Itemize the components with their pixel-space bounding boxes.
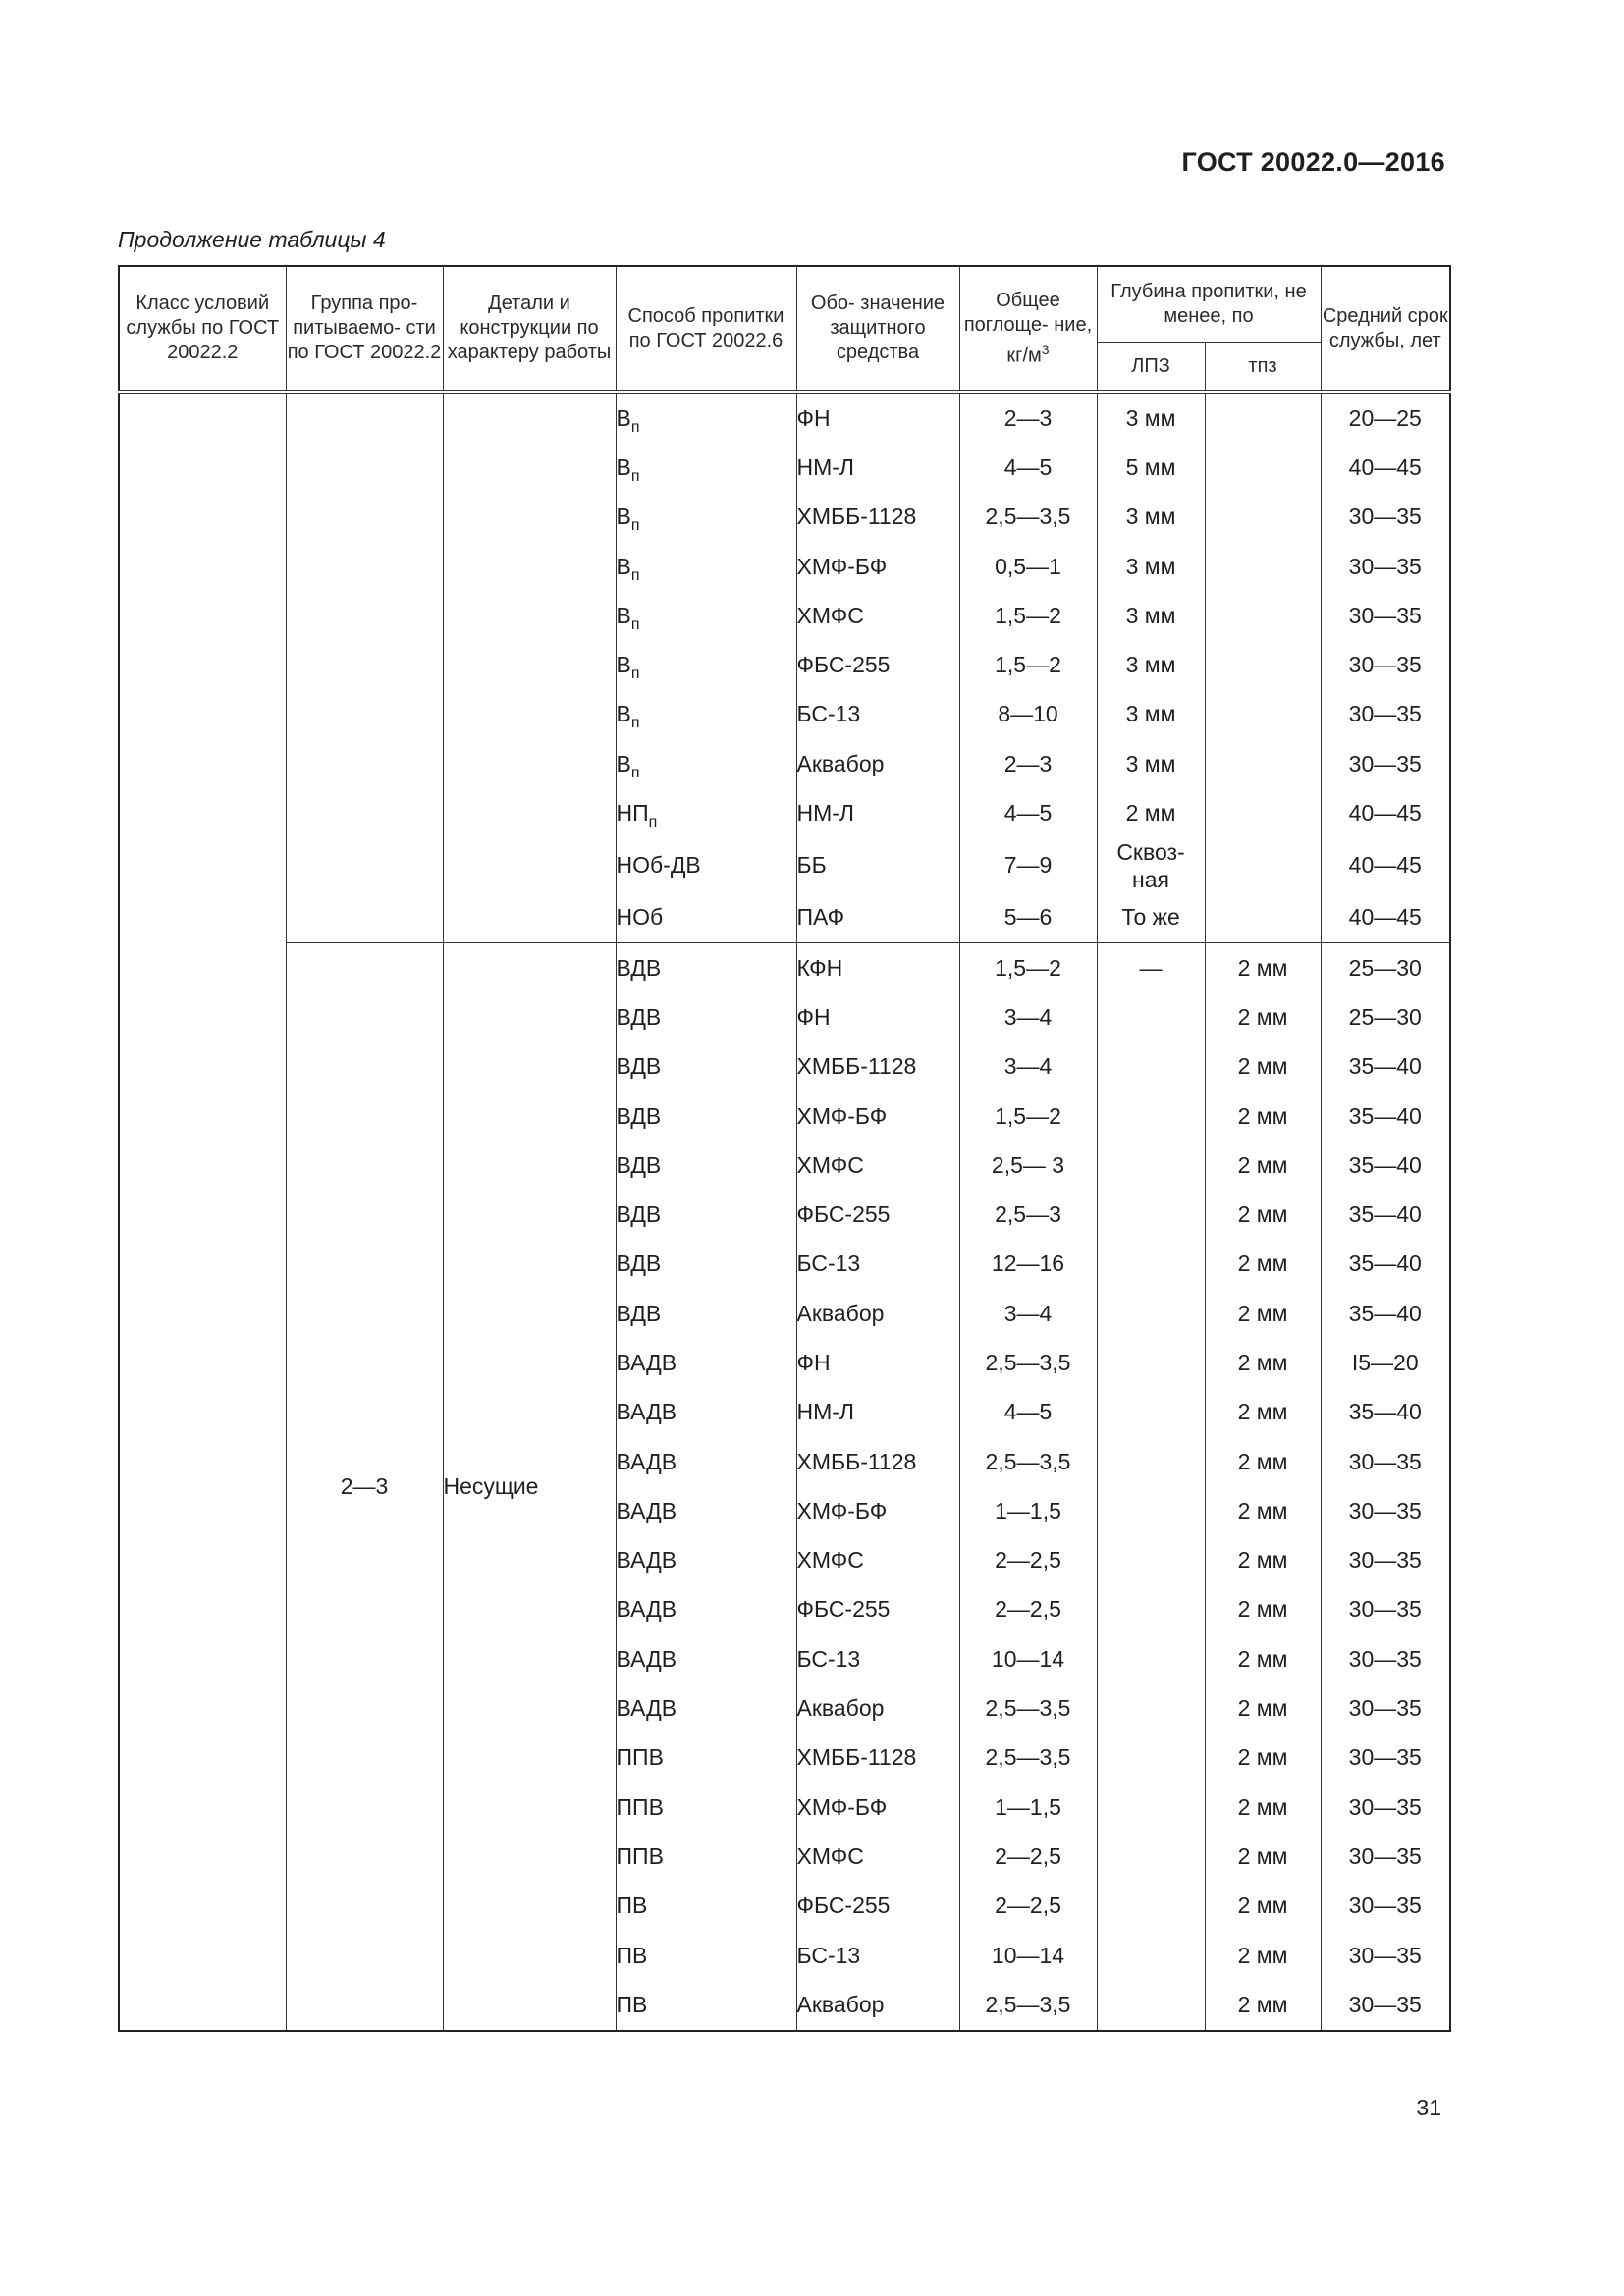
cell-service-life: 35—40 — [1321, 1289, 1450, 1338]
cell-depth-tpz — [1205, 838, 1321, 893]
cell-designation: Аквабор — [796, 1289, 959, 1338]
cell-service-life: 20—25 — [1321, 392, 1450, 443]
cell-depth-lpz: 3 мм — [1097, 542, 1205, 591]
cell-service-life: 30—35 — [1321, 690, 1450, 739]
method-sub: п — [630, 418, 640, 436]
cell-designation: ФБС-255 — [796, 1585, 959, 1634]
cell-designation: ХМФС — [796, 591, 959, 640]
cell-method: ВАДВ — [616, 1683, 796, 1733]
cell-depth-lpz — [1097, 1931, 1205, 1980]
method-sub: п — [630, 566, 640, 584]
cell-depth-tpz: 2 мм — [1205, 1092, 1321, 1141]
cell-service-life: 25—30 — [1321, 942, 1450, 992]
cell-method: ППВ — [616, 1734, 796, 1783]
cell-method — [616, 640, 796, 689]
header-absorption — [959, 266, 1097, 392]
cell-designation: Аквабор — [796, 1683, 959, 1733]
cell-group — [286, 392, 443, 942]
cell-depth-lpz — [1097, 1388, 1205, 1437]
cell-depth-lpz: 3 мм — [1097, 739, 1205, 788]
cell-service-life: 30—35 — [1321, 1931, 1450, 1980]
method-sub: п — [630, 715, 640, 732]
cell-method — [616, 493, 796, 542]
cell-depth-tpz: 2 мм — [1205, 1190, 1321, 1239]
cell-service-life: 30—35 — [1321, 1437, 1450, 1486]
table-caption: Продолжение таблицы 4 — [118, 227, 386, 252]
cell-designation: Аквабор — [796, 1980, 959, 2030]
cell-designation: ХМФ-БФ — [796, 1783, 959, 1832]
cell-absorption: 1—1,5 — [959, 1486, 1097, 1535]
cell-absorption: 1,5—2 — [959, 942, 1097, 992]
cell-depth-tpz — [1205, 788, 1321, 837]
cell-designation: БС-13 — [796, 690, 959, 739]
cell-depth-tpz: 2 мм — [1205, 1931, 1321, 1980]
cell-designation: ХМФ-БФ — [796, 542, 959, 591]
cell-service-life: 40—45 — [1321, 838, 1450, 893]
cell-depth-tpz: 2 мм — [1205, 1734, 1321, 1783]
cell-method: ВАДВ — [616, 1338, 796, 1387]
cell-absorption: 8—10 — [959, 690, 1097, 739]
cell-depth-tpz — [1205, 893, 1321, 943]
cell-absorption: 3—4 — [959, 1042, 1097, 1092]
cell-service-life: 30—35 — [1321, 1832, 1450, 1881]
cell-depth-lpz: 3 мм — [1097, 493, 1205, 542]
cell-depth-lpz — [1097, 1338, 1205, 1387]
cell-depth-tpz: 2 мм — [1205, 1437, 1321, 1486]
cell-depth-tpz: 2 мм — [1205, 1141, 1321, 1190]
cell-depth-tpz — [1205, 542, 1321, 591]
cell-service-life: 30—35 — [1321, 1585, 1450, 1634]
cell-designation: ФБС-255 — [796, 1190, 959, 1239]
cell-absorption: 2,5—3,5 — [959, 1683, 1097, 1733]
cell-designation: ХМББ-1128 — [796, 493, 959, 542]
impregnation-table — [118, 265, 1451, 2032]
method-sub: п — [630, 764, 640, 781]
method-main: В — [616, 454, 631, 480]
cell-method — [616, 838, 796, 893]
cell-service-life: 40—45 — [1321, 893, 1450, 943]
method-sub: п — [630, 467, 640, 485]
cell-depth-lpz — [1097, 1585, 1205, 1634]
method-main: В — [616, 701, 631, 727]
cell-absorption: 1,5—2 — [959, 640, 1097, 689]
cell-depth-tpz — [1205, 591, 1321, 640]
cell-designation: ФН — [796, 1338, 959, 1387]
cell-designation: ХМББ-1128 — [796, 1437, 959, 1486]
cell-method: ВДВ — [616, 1240, 796, 1289]
cell-absorption: 4—5 — [959, 443, 1097, 492]
cell-depth-tpz: 2 мм — [1205, 1486, 1321, 1535]
cell-depth-tpz: 2 мм — [1205, 1536, 1321, 1585]
cell-service-life: I5—20 — [1321, 1338, 1450, 1387]
cell-service-life: 30—35 — [1321, 640, 1450, 689]
cell-service-life: 35—40 — [1321, 1388, 1450, 1437]
cell-absorption: 2—2,5 — [959, 1882, 1097, 1931]
cell-service-life: 30—35 — [1321, 1734, 1450, 1783]
cell-depth-lpz — [1097, 1092, 1205, 1141]
cell-depth-lpz: 3 мм — [1097, 690, 1205, 739]
cell-depth-tpz: 2 мм — [1205, 1980, 1321, 2030]
cell-depth-tpz — [1205, 443, 1321, 492]
cell-depth-tpz: 2 мм — [1205, 992, 1321, 1041]
cell-service-life: 35—40 — [1321, 1042, 1450, 1092]
header-impregnability-group: Группа про- питываемо- сти по ГОСТ 20022.2 — [286, 266, 443, 392]
cell-method: ВДВ — [616, 1042, 796, 1092]
method-main: В — [616, 553, 631, 579]
cell-designation: ХМФ-БФ — [796, 1092, 959, 1141]
cell-depth-tpz: 2 мм — [1205, 1683, 1321, 1733]
cell-depth-tpz — [1205, 392, 1321, 443]
cell-depth-tpz: 2 мм — [1205, 1585, 1321, 1634]
cell-depth-lpz — [1097, 1634, 1205, 1683]
cell-absorption: 2,5—3,5 — [959, 1437, 1097, 1486]
cell-depth-tpz: 2 мм — [1205, 1388, 1321, 1437]
cell-designation: НМ-Л — [796, 788, 959, 837]
cell-depth-lpz — [1097, 1486, 1205, 1535]
cell-depth-lpz: 3 мм — [1097, 640, 1205, 689]
cell-depth-tpz: 2 мм — [1205, 1042, 1321, 1092]
cell-absorption: 2—2,5 — [959, 1585, 1097, 1634]
cell-absorption: 2—3 — [959, 392, 1097, 443]
cell-depth-tpz: 2 мм — [1205, 942, 1321, 992]
cell-designation: КФН — [796, 942, 959, 992]
cell-method: ПВ — [616, 1931, 796, 1980]
cell-absorption: 5—6 — [959, 893, 1097, 943]
cell-depth-tpz — [1205, 690, 1321, 739]
cell-absorption: 2,5—3,5 — [959, 1734, 1097, 1783]
cell-absorption: 2,5—3,5 — [959, 1338, 1097, 1387]
cell-method — [616, 542, 796, 591]
header-service-class: Класс условий службы по ГОСТ 20022.2 — [119, 266, 286, 392]
cell-method: ВАДВ — [616, 1585, 796, 1634]
cell-depth-tpz: 2 мм — [1205, 1634, 1321, 1683]
standard-code: ГОСТ 20022.0—2016 — [1181, 147, 1445, 177]
cell-designation: ФН — [796, 992, 959, 1041]
method-sub: п — [648, 814, 658, 831]
cell-designation: БС-13 — [796, 1931, 959, 1980]
cell-service-class — [119, 392, 286, 2031]
cell-depth-lpz: Сквоз- ная — [1097, 838, 1205, 893]
cell-depth-lpz — [1097, 1783, 1205, 1832]
cell-depth-lpz — [1097, 992, 1205, 1041]
cell-method — [616, 443, 796, 492]
cell-designation: ХМББ-1128 — [796, 1042, 959, 1092]
cell-method: ВДВ — [616, 1289, 796, 1338]
cell-service-life: 30—35 — [1321, 493, 1450, 542]
cell-method: ВДВ — [616, 1190, 796, 1239]
method-main: НОб — [616, 904, 664, 931]
cell-method: ПВ — [616, 1980, 796, 2030]
cell-service-life: 30—35 — [1321, 591, 1450, 640]
cell-absorption: 2—3 — [959, 739, 1097, 788]
method-main: НП — [616, 800, 649, 827]
cell-depth-lpz — [1097, 1536, 1205, 1585]
cell-absorption: 0,5—1 — [959, 542, 1097, 591]
cell-depth-lpz — [1097, 1289, 1205, 1338]
header-lpz: ЛПЗ — [1097, 343, 1205, 393]
cell-method — [616, 788, 796, 837]
cell-absorption: 7—9 — [959, 838, 1097, 893]
cell-method: ВАДВ — [616, 1437, 796, 1486]
method-sub: п — [630, 517, 640, 535]
cell-depth-lpz: — — [1097, 942, 1205, 992]
cell-depth-tpz — [1205, 493, 1321, 542]
cell-depth-lpz: 2 мм — [1097, 788, 1205, 837]
cell-absorption: 3—4 — [959, 1289, 1097, 1338]
cell-absorption: 10—14 — [959, 1634, 1097, 1683]
cell-depth-lpz — [1097, 1190, 1205, 1239]
cell-absorption: 1,5—2 — [959, 1092, 1097, 1141]
cell-depth-tpz — [1205, 739, 1321, 788]
cell-service-life: 30—35 — [1321, 1683, 1450, 1733]
cell-absorption: 2—2,5 — [959, 1832, 1097, 1881]
cell-service-life: 35—40 — [1321, 1092, 1450, 1141]
header-details: Детали и конструкции по характеру работы — [443, 266, 616, 392]
cell-service-life: 25—30 — [1321, 992, 1450, 1041]
method-sub: п — [630, 615, 640, 633]
cell-absorption: 12—16 — [959, 1240, 1097, 1289]
cell-designation: НМ-Л — [796, 443, 959, 492]
cell-designation: ХМФ-БФ — [796, 1486, 959, 1535]
method-main: В — [616, 602, 631, 628]
cell-depth-tpz: 2 мм — [1205, 1240, 1321, 1289]
cell-absorption: 10—14 — [959, 1931, 1097, 1980]
method-sub: п — [630, 666, 640, 683]
table-row — [119, 392, 1450, 443]
cell-method — [616, 739, 796, 788]
cell-service-life: 40—45 — [1321, 788, 1450, 837]
cell-designation: ФБС-255 — [796, 1882, 959, 1931]
cell-designation: ХМФС — [796, 1141, 959, 1190]
cell-designation: ХМББ-1128 — [796, 1734, 959, 1783]
cell-method: ВАДВ — [616, 1536, 796, 1585]
method-main: В — [616, 404, 631, 431]
cell-service-life: 30—35 — [1321, 1536, 1450, 1585]
cell-absorption: 2,5—3 — [959, 1190, 1097, 1239]
method-main: В — [616, 652, 631, 678]
table-row — [119, 942, 1450, 992]
cell-service-life: 30—35 — [1321, 1634, 1450, 1683]
cell-absorption: 3—4 — [959, 992, 1097, 1041]
cell-service-life: 30—35 — [1321, 1882, 1450, 1931]
cell-method: ВДВ — [616, 992, 796, 1041]
cell-depth-lpz — [1097, 1240, 1205, 1289]
cell-depth-lpz — [1097, 1882, 1205, 1931]
cell-service-life: 30—35 — [1321, 1980, 1450, 2030]
cell-method: ВДВ — [616, 942, 796, 992]
cell-method — [616, 690, 796, 739]
cell-depth-tpz: 2 мм — [1205, 1832, 1321, 1881]
cell-designation: ФБС-255 — [796, 640, 959, 689]
cell-depth-lpz — [1097, 1980, 1205, 2030]
cell-method: ВАДВ — [616, 1388, 796, 1437]
cell-absorption: 4—5 — [959, 788, 1097, 837]
header-tpz: тпз — [1205, 343, 1321, 393]
cell-service-life: 40—45 — [1321, 443, 1450, 492]
method-main: НОб-ДВ — [616, 852, 701, 879]
cell-depth-lpz — [1097, 1683, 1205, 1733]
cell-designation: БС-13 — [796, 1634, 959, 1683]
cell-service-life: 35—40 — [1321, 1141, 1450, 1190]
cell-service-life: 30—35 — [1321, 1783, 1450, 1832]
cell-designation: БС-13 — [796, 1240, 959, 1289]
cell-method: ППВ — [616, 1832, 796, 1881]
cell-depth-lpz: 3 мм — [1097, 392, 1205, 443]
header-depth: Глубина пропитки, не менее, по — [1097, 266, 1321, 343]
cell-absorption: 2,5—3,5 — [959, 493, 1097, 542]
cell-method — [616, 392, 796, 443]
header-service-life: Средний срок службы, лет — [1321, 266, 1450, 392]
cell-service-life: 35—40 — [1321, 1190, 1450, 1239]
cell-depth-lpz — [1097, 1437, 1205, 1486]
cell-depth-tpz: 2 мм — [1205, 1882, 1321, 1931]
cell-group: 2—3 — [286, 942, 443, 2030]
cell-designation: ББ — [796, 838, 959, 893]
cell-depth-tpz: 2 мм — [1205, 1783, 1321, 1832]
cell-depth-tpz: 2 мм — [1205, 1289, 1321, 1338]
cell-details — [443, 392, 616, 942]
cell-designation: Аквабор — [796, 739, 959, 788]
cell-details: Несущие — [443, 942, 616, 2030]
method-main: В — [616, 504, 631, 530]
header-absorption-sup: 3 — [1041, 341, 1050, 357]
cell-service-life: 30—35 — [1321, 542, 1450, 591]
cell-depth-lpz: 5 мм — [1097, 443, 1205, 492]
cell-depth-lpz — [1097, 1141, 1205, 1190]
cell-depth-lpz — [1097, 1734, 1205, 1783]
cell-method: ВДВ — [616, 1141, 796, 1190]
page-number: 31 — [1416, 2095, 1441, 2120]
cell-designation: ФН — [796, 392, 959, 443]
cell-absorption: 2—2,5 — [959, 1536, 1097, 1585]
cell-depth-lpz: То же — [1097, 893, 1205, 943]
cell-method — [616, 893, 796, 943]
cell-method: ПВ — [616, 1882, 796, 1931]
cell-absorption: 1—1,5 — [959, 1783, 1097, 1832]
cell-designation: ПАФ — [796, 893, 959, 943]
cell-designation: ХМФС — [796, 1832, 959, 1881]
cell-designation: ХМФС — [796, 1536, 959, 1585]
header-method: Способ пропитки по ГОСТ 20022.6 — [616, 266, 796, 392]
cell-depth-lpz — [1097, 1832, 1205, 1881]
cell-method: ВАДВ — [616, 1634, 796, 1683]
cell-absorption: 2,5—3,5 — [959, 1980, 1097, 2030]
header-designation: Обо- значение защитного средства — [796, 266, 959, 392]
cell-service-life: 35—40 — [1321, 1240, 1450, 1289]
cell-depth-tpz: 2 мм — [1205, 1338, 1321, 1387]
cell-depth-lpz: 3 мм — [1097, 591, 1205, 640]
cell-designation: НМ-Л — [796, 1388, 959, 1437]
cell-depth-lpz — [1097, 1042, 1205, 1092]
cell-depth-tpz — [1205, 640, 1321, 689]
cell-absorption: 4—5 — [959, 1388, 1097, 1437]
method-main: В — [616, 750, 631, 776]
cell-absorption: 2,5— 3 — [959, 1141, 1097, 1190]
cell-method: ВАДВ — [616, 1486, 796, 1535]
cell-service-life: 30—35 — [1321, 1486, 1450, 1535]
cell-absorption: 1,5—2 — [959, 591, 1097, 640]
cell-method: ППВ — [616, 1783, 796, 1832]
cell-method: ВДВ — [616, 1092, 796, 1141]
cell-service-life: 30—35 — [1321, 739, 1450, 788]
header-absorption-text: Общее поглоще- ние, кг/м — [963, 289, 1093, 367]
cell-method — [616, 591, 796, 640]
